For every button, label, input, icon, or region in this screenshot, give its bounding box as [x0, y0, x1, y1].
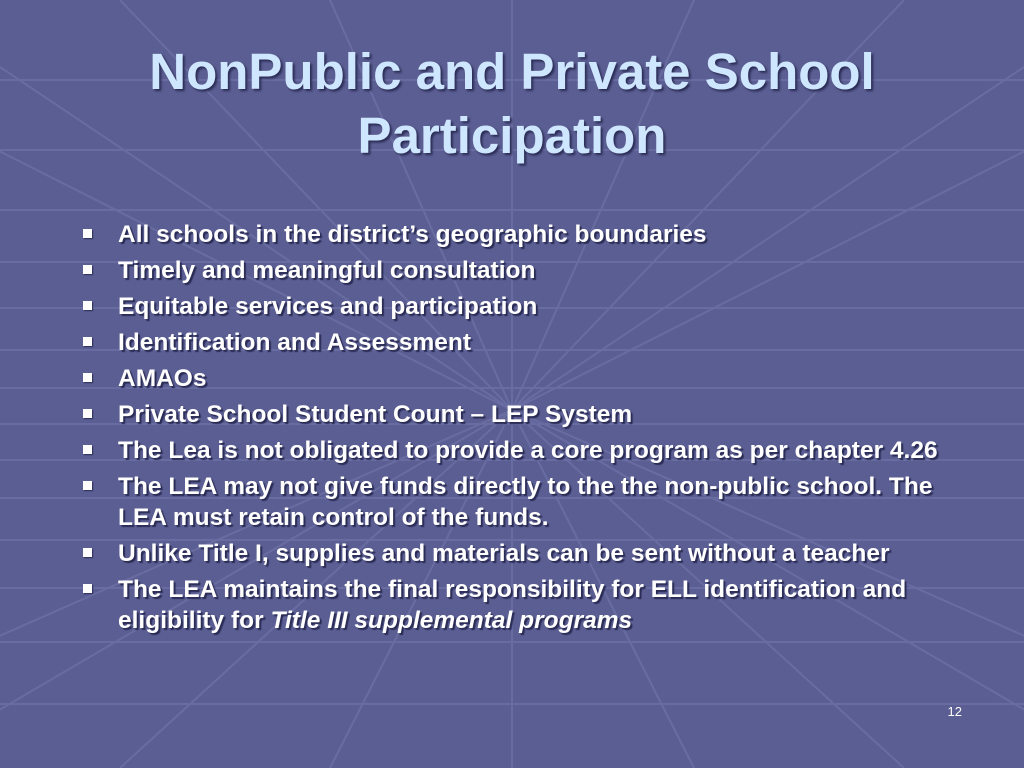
bullet-item: [80, 291, 960, 322]
slide-number: 12: [947, 704, 962, 719]
bullet-text: All schools in the district’s geographic boundaries: [118, 221, 707, 248]
bullet-text: Identification and Assessment: [118, 329, 472, 356]
bullet-text: The Lea is not obligated to provide a core program as per chapter 4.26: [118, 437, 938, 464]
bullet-text: The LEA maintains the final responsibility for ELL identification and eligibility for: [118, 576, 907, 634]
bullet-item: [80, 538, 960, 569]
bullet-item: [80, 399, 960, 430]
bullet-text: Unlike Title I, supplies and materials can be sent without a teacher: [118, 540, 890, 567]
bullet-item: [80, 435, 960, 466]
bullet-text: Timely and meaningful consultation: [118, 257, 536, 284]
square-bullet-icon: [83, 445, 92, 454]
bullet-item: [80, 255, 960, 286]
bullet-item: [80, 471, 960, 533]
slide-title: [60, 40, 964, 168]
square-bullet-icon: [83, 337, 92, 346]
title-line-1: NonPublic and Private School: [149, 43, 875, 100]
bullet-italic-text: Title III supplemental programs: [270, 607, 633, 634]
bullet-list: [80, 219, 960, 641]
bullet-text: AMAOs: [118, 365, 207, 392]
title-line-2: Participation: [357, 107, 667, 164]
bullet-item: [80, 574, 960, 636]
square-bullet-icon: [83, 481, 92, 490]
square-bullet-icon: [83, 265, 92, 274]
bullet-item: [80, 219, 960, 250]
bullet-item: [80, 363, 960, 394]
bullet-item: [80, 327, 960, 358]
square-bullet-icon: [83, 373, 92, 382]
square-bullet-icon: [83, 229, 92, 238]
square-bullet-icon: [83, 409, 92, 418]
bullet-text: The LEA may not give funds directly to the the non-public school. The LEA must retain control of the funds.: [118, 473, 933, 531]
square-bullet-icon: [83, 584, 92, 593]
square-bullet-icon: [83, 301, 92, 310]
bullet-text: Private School Student Count – LEP System: [118, 401, 633, 428]
bullet-text: Equitable services and participation: [118, 293, 538, 320]
square-bullet-icon: [83, 548, 92, 557]
